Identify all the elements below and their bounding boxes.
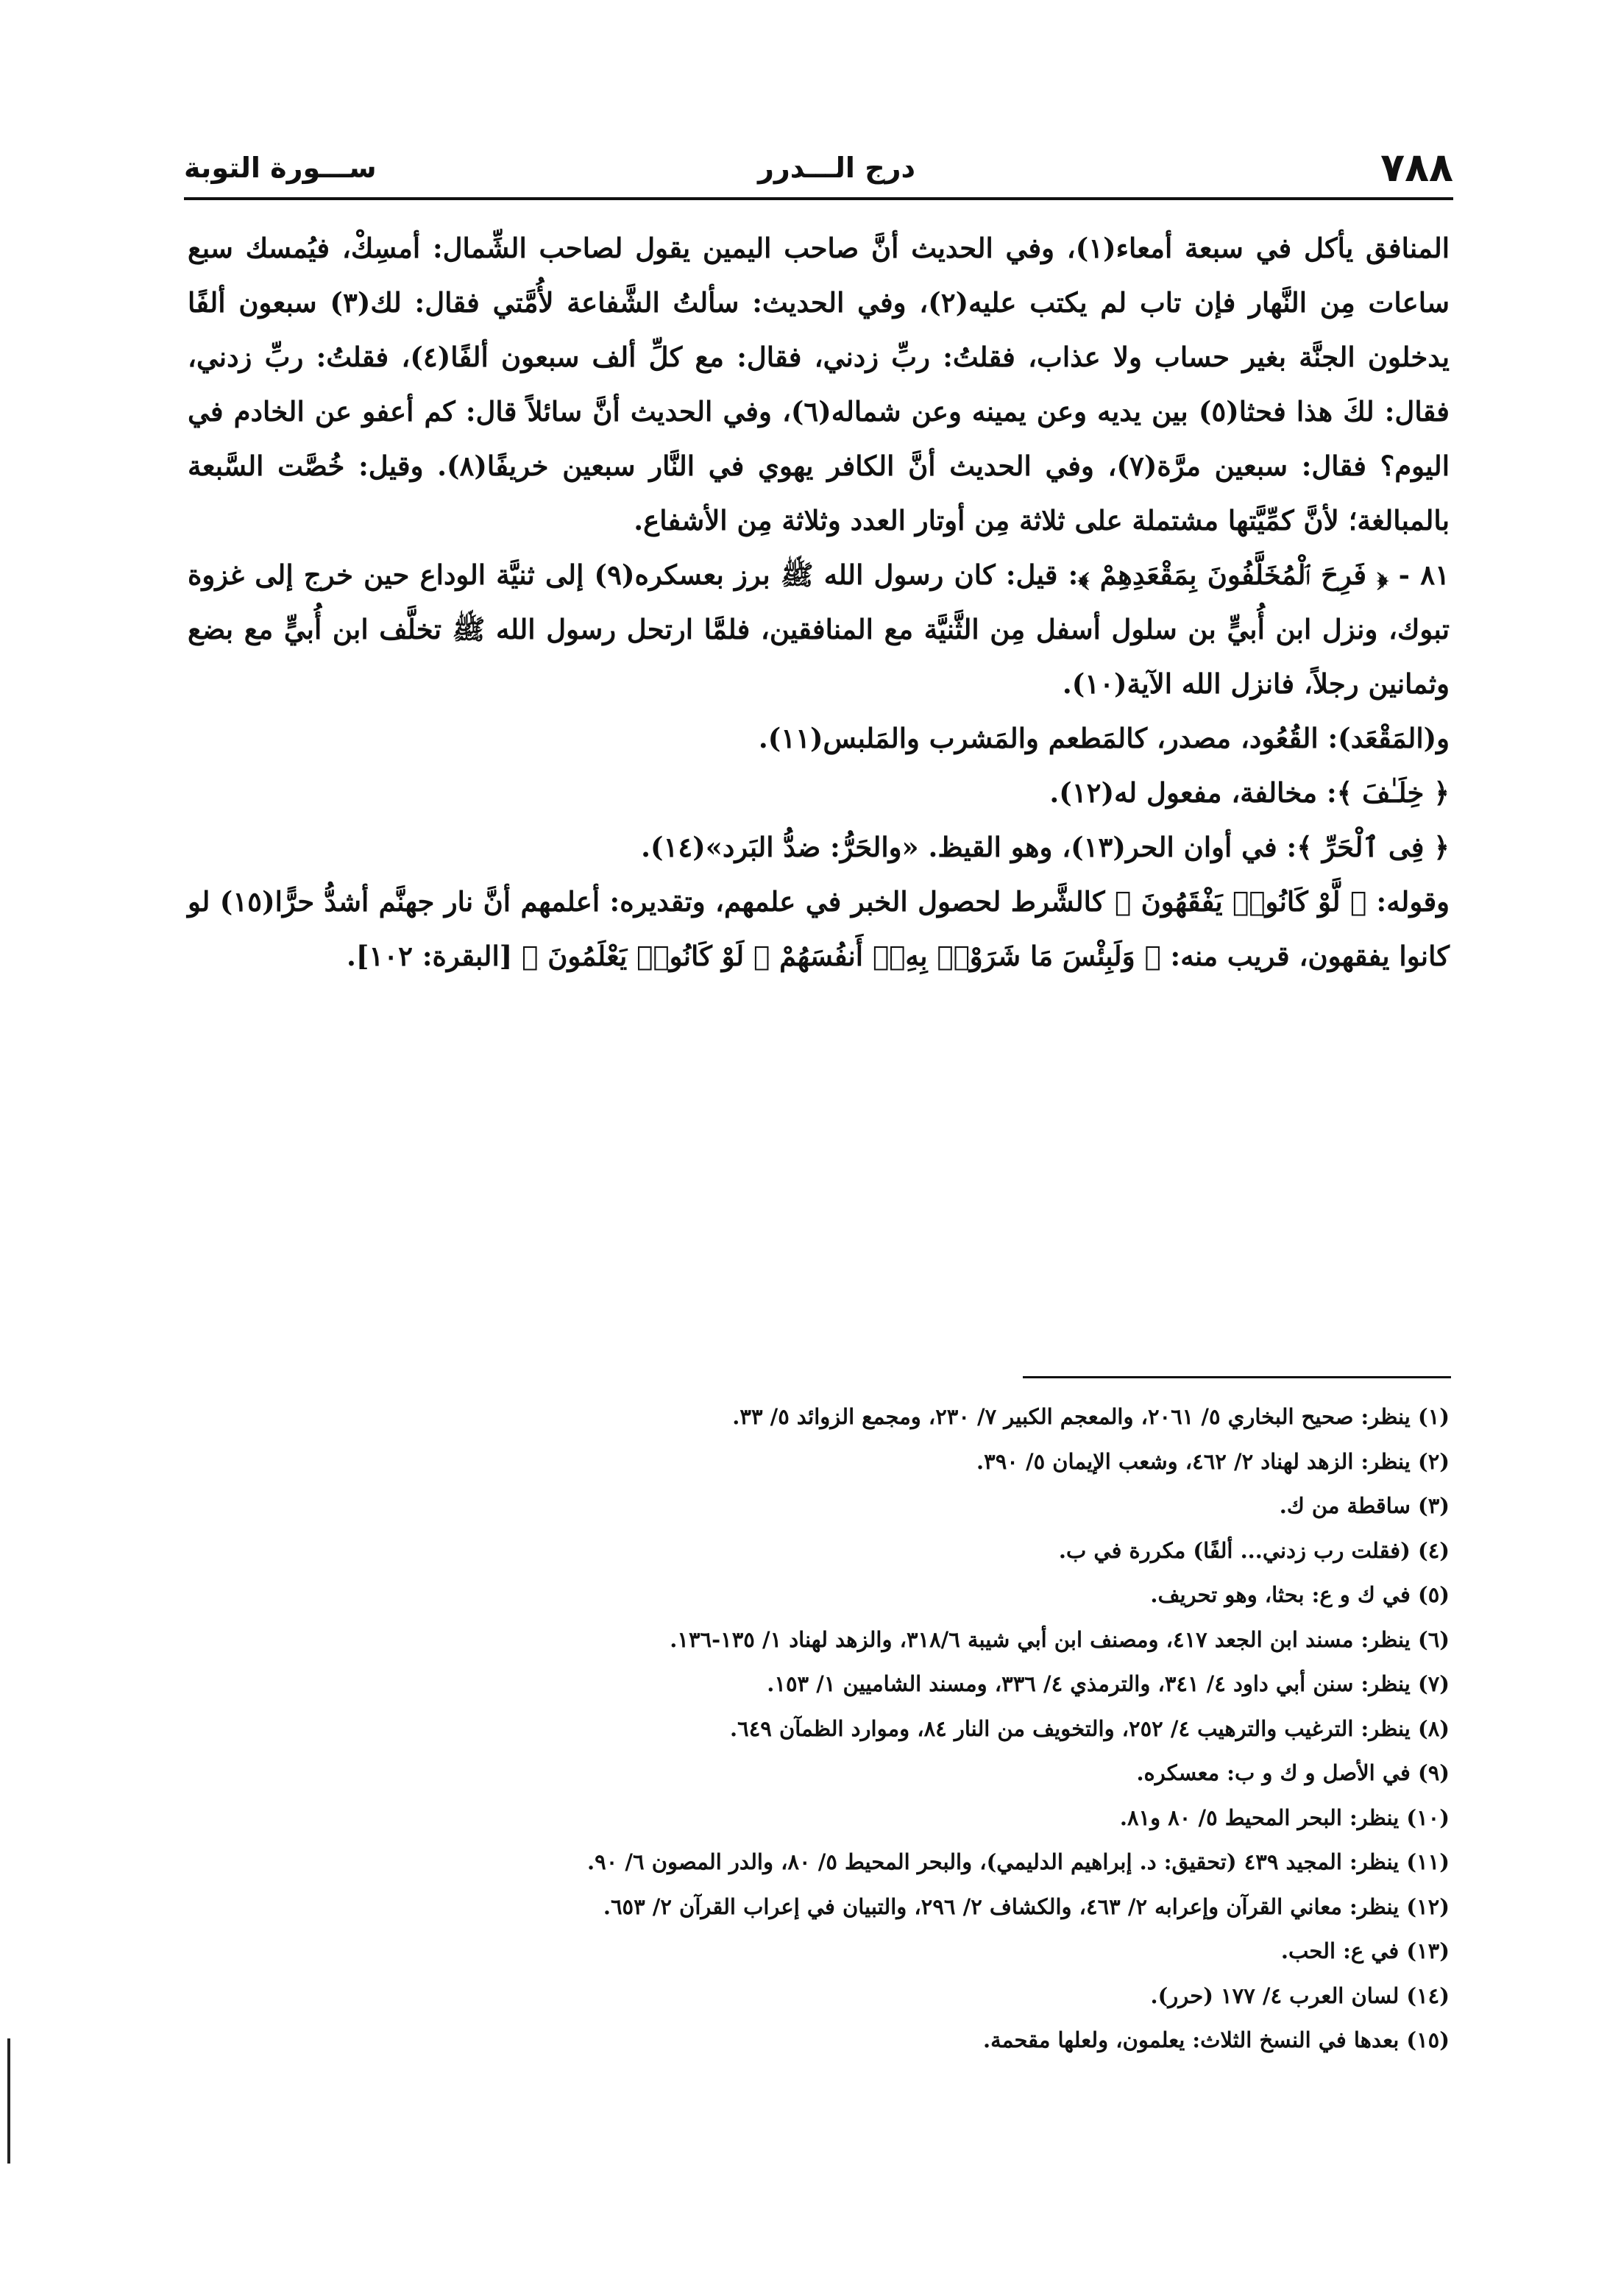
footnote: (١١) ينظر: المجيد ٤٣٩ (تحقيق: د. إبراهيم الدليمي)، والبحر المحيط ٥/ ٨٠، والدر المصون ٦/ ٩٠. bbox=[587, 1849, 1450, 1874]
page-number: ٧٨٨ bbox=[1380, 144, 1453, 191]
surah-title: ســـورة التوبة bbox=[184, 152, 377, 184]
footnote: (٨) ينظر: الترغيب والترهيب ٤/ ٢٥٢، والتخويف من النار ٨٤، وموارد الظمآن ٦٤٩. bbox=[730, 1715, 1450, 1741]
paragraph: ﴿ فِى ٱلْحَرِّ ﴾: في أوان الحر(١٣)، وهو القيظ. «والحَرُّ: ضدُّ البَرد»(١٤). bbox=[641, 831, 1450, 863]
footnote: (٥) في ك و ع: بحثا، وهو تحريف. bbox=[1150, 1582, 1450, 1607]
book-title: درج الـــدرر bbox=[758, 152, 915, 184]
paragraph: وقوله: ﴿ لَّوْ كَانُوا۟ يَفْقَهُونَ ﴾ كالشَّرط لحصول الخبر في علمهم، وتقديره: أعلمهم أنَّ نار جهنَّم أشدُّ حرًّا(١٥) لو كانوا يفقهون، قريب منه: ﴿ وَلَبِئْسَ مَا شَرَوْا۟ بِهِۦٓ أَنفُسَهُمْ ۚ لَوْ كَانُوا۟ يَعْلَمُونَ ﴾ [البقرة: ١٠٢]. bbox=[188, 885, 1450, 972]
footnote: (١٣) في ع: الحب. bbox=[1280, 1938, 1450, 1963]
footnote: (١٠) ينظر: البحر المحيط ٥/ ٨٠ و٨١. bbox=[1119, 1804, 1450, 1830]
footnote: (٩) في الأصل و ك و ب: معسكره. bbox=[1136, 1760, 1450, 1785]
footnote: (٧) ينظر: سنن أبي داود ٤/ ٣٤١، والترمذي ٤/ ٣٣٦، ومسند الشاميين ١/ ١٥٣. bbox=[767, 1671, 1450, 1696]
footnote: (١) ينظر: صحيح البخاري ٥/ ٢٠٦١، والمعجم الكبير ٧/ ٢٣٠، ومجمع الزوائد ٥/ ٣٣. bbox=[732, 1404, 1450, 1429]
paragraph: ٨١ - ﴿ فَرِحَ ٱلْمُخَلَّفُونَ بِمَقْعَدِهِمْ ﴾: قيل: كان رسول الله ﷺ برز بعسكره(٩) إلى ثنيَّة الوداع حين خرج إلى غزوة تبوك، ونزل ابن أُبيٍّ بن سلول أسفل مِن الثَّنيَّة مع المنافقين، فلمَّا ارتحل رسول الله ﷺ تخلَّف ابن أُبيٍّ مع بضع وثمانين رجلاً، فانزل الله الآية(١٠). bbox=[188, 559, 1450, 700]
footnote: (٤) (فقلت رب زدني... ألفًا) مكررة في ب. bbox=[1058, 1537, 1450, 1563]
scan-edge-mark bbox=[7, 2038, 10, 2164]
main-text bbox=[188, 221, 1450, 983]
footnote-separator bbox=[1023, 1376, 1451, 1378]
footnote: (١٢) ينظر: معاني القرآن وإعرابه ٢/ ٤٦٣، والكشاف ٢/ ٢٩٦، والتبيان في إعراب القرآن ٢/ ٦٥٣. bbox=[603, 1893, 1450, 1919]
footnote: (١٥) بعدها في النسخ الثلاث: يعلمون، ولعلها مقحمة. bbox=[983, 2027, 1450, 2052]
header-rule bbox=[184, 197, 1453, 200]
running-header bbox=[184, 146, 1453, 197]
paragraph: ﴿ خِلَـٰفَ ﴾: مخالفة، مفعول له(١٢). bbox=[1049, 776, 1450, 809]
footnote: (٢) ينظر: الزهد لهناد ٢/ ٤٦٢، وشعب الإيمان ٥/ ٣٩٠. bbox=[976, 1448, 1450, 1474]
paragraph: و(المَقْعَد): القُعُود، مصدر، كالمَطعم والمَشرب والمَلبس(١١). bbox=[758, 722, 1450, 754]
paragraph: المنافق يأكل في سبعة أمعاء(١)، وفي الحديث أنَّ صاحب اليمين يقول لصاحب الشِّمال: أمسِكْ، فيُمسك سبع ساعات مِن النَّهار فإن تاب لم يكتب عليه(٢)، وفي الحديث: سألتُ الشَّفاعة لأُمَّتي فقال: لك(٣) سبعون ألفًا يدخلون الجنَّة بغير حساب ولا عذاب، فقلتُ: ربِّ زدني، فقال: مع كلِّ ألف سبعون ألفًا(٤)، فقلتُ: ربِّ زدني، فقال: لكَ هذا فحثا(٥) بين يديه وعن يمينه وعن شماله(٦)، وفي الحديث أنَّ سائلاً قال: كم أعفو عن الخادم في اليوم؟ فقال: سبعين مرَّة(٧)، وفي الحديث أنَّ الكافر يهوي في النَّار سبعين خريفًا(٨). وقيل: خُصَّت السَّبعة بالمبالغة؛ لأنَّ كمِّيَّتها مشتملة على ثلاثة مِن أوتار العدد وثلاثة مِن الأشفاع. bbox=[188, 232, 1450, 536]
footnote: (٦) ينظر: مسند ابن الجعد ٤١٧، ومصنف ابن أبي شيبة ٣١٨/٦، والزهد لهناد ١/ ١٣٥-١٣٦. bbox=[670, 1626, 1450, 1652]
footnotes bbox=[188, 1395, 1450, 2063]
footnote: (١٤) لسان العرب ٤/ ١٧٧ (حرر). bbox=[1150, 1983, 1450, 2008]
footnote: (٣) ساقطة من ك. bbox=[1279, 1493, 1450, 1518]
